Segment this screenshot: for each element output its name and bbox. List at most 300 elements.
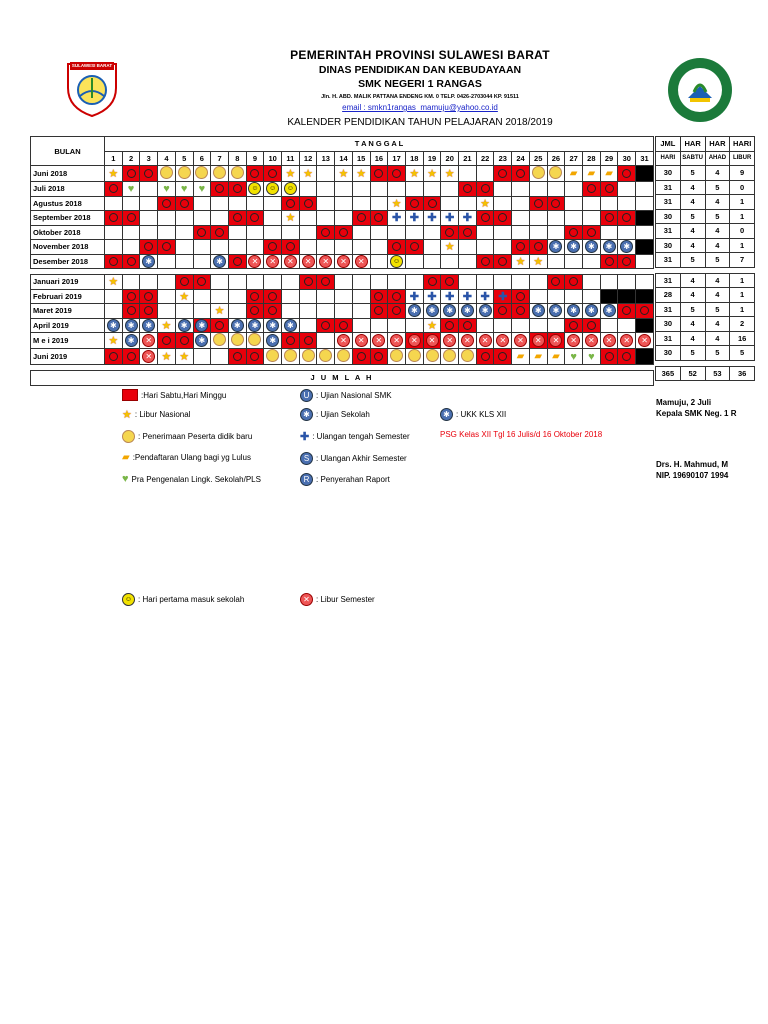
exam-icon: ✱ [284,319,297,332]
day-cell [618,166,636,182]
day-header: 9 [246,151,264,166]
day-cell [423,333,441,349]
x-circle-icon: ✕ [461,334,474,347]
day-cell [600,240,618,255]
day-cell [370,349,388,365]
summary-sabtu: 5 [680,209,705,224]
x-circle-icon: ✕ [496,334,509,347]
star-icon: ★ [161,351,172,363]
day-cell [193,333,211,349]
x-circle-icon: ✕ [603,334,616,347]
day-cell [317,225,335,240]
x-circle-icon: ✕ [620,334,633,347]
day-cell [370,254,388,269]
day-cell [512,211,530,226]
day-cell [211,225,229,240]
legend-label: : Libur Semester [316,595,375,604]
day-cell [105,240,123,255]
day-cell [618,318,636,333]
yellow-circle-icon [426,349,439,362]
star-icon: ★ [285,212,296,225]
signature-place-date: Mamuju, 2 Juli [656,398,712,407]
day-cell [175,318,193,333]
school-logo [666,56,734,124]
exam-icon: ✱ [266,334,279,347]
weekend-dot-icon [374,292,383,301]
weekend-dot-icon [622,352,631,361]
day-cell [565,211,583,226]
yellow-circle-icon [390,349,403,362]
day-cell [282,289,300,304]
month-row [31,254,654,269]
day-cell [335,254,353,269]
weekend-dot-icon [622,169,631,178]
day-cell [494,182,512,197]
day-cell [529,304,547,319]
weekend-dot-icon [180,199,189,208]
flag-icon: ▰ [569,168,578,179]
day-cell [158,349,176,365]
summary-subheader: SABTU [680,151,705,166]
day-cell [299,240,317,255]
smile-icon: ☺ [266,182,279,195]
day-cell [459,166,477,182]
yellow-circle-icon [284,349,297,362]
day-cell [317,182,335,197]
star-icon: ★ [108,335,119,347]
day-cell [547,318,565,333]
summary-libur: 1 [730,288,755,303]
day-cell [405,225,423,240]
day-cell [228,275,246,290]
day-cell [441,318,459,333]
day-cell [140,166,158,182]
exam-icon: ✱ [266,319,279,332]
day-cell [105,196,123,211]
day-cell [122,166,140,182]
day-cell [423,240,441,255]
day-cell [459,349,477,365]
smile-icon: ☺ [390,255,403,268]
day-cell [565,275,583,290]
flag-icon: ▰ [516,351,525,362]
day-cell [459,196,477,211]
yellow-circle-icon [337,349,350,362]
day-cell [512,166,530,182]
day-cell [388,211,406,226]
day-cell [582,182,600,197]
day-cell [282,166,300,182]
weekend-dot-icon [374,352,383,361]
summary-ahad: 4 [705,195,730,210]
day-cell [228,182,246,197]
weekend-dot-icon [268,292,277,301]
day-cell [370,196,388,211]
plus-icon: ✚ [409,212,419,225]
month-row [31,275,654,290]
weekend-dot-icon [445,321,454,330]
day-cell [388,254,406,269]
summary-jml: 30 [656,346,681,361]
day-cell [228,225,246,240]
weekend-dot-icon [374,213,383,222]
day-cell [565,196,583,211]
day-cell [441,225,459,240]
weekend-dot-icon [410,242,419,251]
day-cell [547,240,565,255]
day-cell [158,318,176,333]
summary-jml: 31 [656,331,681,346]
un-gear-icon: U [300,389,313,402]
flag-icon: ▰ [587,168,596,179]
weekend-dot-icon [286,242,295,251]
day-cell [512,333,530,349]
day-cell [282,182,300,197]
day-cell [228,289,246,304]
day-cell [618,240,636,255]
day-cell [636,182,654,197]
legend-un-smk [300,389,392,402]
summary-ahad: 4 [705,166,730,181]
day-cell [494,349,512,365]
day-cell [158,182,176,197]
day-cell [441,304,459,319]
summary-libur: 1 [730,302,755,317]
day-cell [494,254,512,269]
day-cell [282,304,300,319]
day-cell [494,318,512,333]
day-cell [264,211,282,226]
day-cell [636,196,654,211]
day-cell [459,240,477,255]
weekend-dot-icon [605,184,614,193]
day-cell [193,196,211,211]
day-cell [282,240,300,255]
day-header: 21 [459,151,477,166]
day-cell [264,318,282,333]
weekend-dot-icon [127,306,136,315]
day-cell [494,196,512,211]
day-cell [405,318,423,333]
day-cell [175,289,193,304]
day-cell [193,240,211,255]
day-cell [529,318,547,333]
summary-libur: 1 [730,273,755,288]
weekend-dot-icon [622,257,631,266]
day-header: 11 [282,151,300,166]
day-cell [565,349,583,365]
weekend-dot-icon [428,277,437,286]
day-cell [636,240,654,255]
day-cell [529,240,547,255]
weekend-dot-icon [551,277,560,286]
day-cell [600,289,618,304]
day-cell [282,225,300,240]
day-header: 18 [405,151,423,166]
day-cell [175,166,193,182]
day-cell [405,211,423,226]
day-header: 15 [352,151,370,166]
yellow-circle-icon [213,166,226,179]
day-cell [476,289,494,304]
day-cell [388,289,406,304]
x-circle-icon: ✕ [284,255,297,268]
header-line1: PEMERINTAH PROVINSI SULAWESI BARAT [290,48,550,62]
day-cell [105,349,123,365]
day-cell [405,240,423,255]
x-circle-icon: ✕ [266,255,279,268]
day-cell [175,349,193,365]
day-cell [618,275,636,290]
ukk-gear-icon: ✱ [440,408,453,421]
day-cell [335,289,353,304]
star-icon: ★ [427,319,437,332]
weekend-dot-icon [180,336,189,345]
weekend-dot-icon [357,213,366,222]
day-cell [600,333,618,349]
exam-icon: ✱ [195,334,208,347]
day-cell [352,275,370,290]
day-cell [600,318,618,333]
day-cell [140,211,158,226]
day-cell [105,318,123,333]
day-cell [582,240,600,255]
day-header: 16 [370,151,388,166]
day-cell [423,275,441,290]
day-cell [228,304,246,319]
day-cell [512,318,530,333]
legend-label: Pra Pengenalan Lingk. Sekolah/PLS [131,474,261,484]
legend-libur-semester [300,593,375,606]
day-cell [423,318,441,333]
weekend-dot-icon [392,306,401,315]
day-cell [246,254,264,269]
day-cell [158,211,176,226]
month-row [31,166,654,182]
day-cell [636,211,654,226]
day-cell [370,333,388,349]
day-cell [582,318,600,333]
day-cell [246,349,264,365]
day-cell [512,225,530,240]
day-cell [317,318,335,333]
day-cell [264,254,282,269]
day-cell [299,289,317,304]
day-cell [352,333,370,349]
day-cell [423,289,441,304]
weekend-dot-icon [516,292,525,301]
day-cell [193,182,211,197]
day-cell [175,304,193,319]
day-cell [299,254,317,269]
weekend-dot-icon [481,213,490,222]
day-cell [636,225,654,240]
summary-header: HAR [705,137,730,152]
day-cell [476,240,494,255]
summary-sabtu: 4 [680,238,705,253]
day-cell [441,289,459,304]
day-cell [547,166,565,182]
day-cell [105,304,123,319]
total-jml: 365 [656,366,681,381]
day-cell [122,304,140,319]
day-cell [441,182,459,197]
weekend-dot-icon [127,292,136,301]
day-cell [565,182,583,197]
summary-jml: 31 [656,302,681,317]
day-cell [459,275,477,290]
day-cell [211,333,229,349]
exam-icon: ✱ [479,304,492,317]
weekend-dot-icon [109,213,118,222]
day-cell [529,196,547,211]
plus-icon: ✚ [462,290,473,303]
weekend-dot-icon [321,277,330,286]
month-row [31,318,654,333]
month-name: Agustus 2018 [31,196,105,211]
day-cell [211,182,229,197]
day-cell [423,166,441,182]
weekend-dot-icon [304,199,313,208]
summary-subheader: LIBUR [730,151,755,166]
day-cell [335,196,353,211]
day-cell [618,289,636,304]
day-header: 1 [105,151,123,166]
day-cell [246,225,264,240]
day-cell [317,349,335,365]
header-email[interactable]: email : smkn1rangas_mamuju@yahoo.co.id [342,103,498,112]
star-icon: ★ [179,351,190,363]
legend-uas [300,452,407,465]
day-cell [370,182,388,197]
signature-nip: NIP. 19690107 1994 [656,471,729,480]
summary-libur: 1 [730,238,755,253]
legend-uts [300,430,410,443]
month-name: September 2018 [31,211,105,226]
day-cell [636,304,654,319]
month-name: Desember 2018 [31,254,105,269]
summary-sabtu: 4 [680,273,705,288]
weekend-dot-icon [268,242,277,251]
day-cell [122,289,140,304]
x-circle-icon: ✕ [355,334,368,347]
day-header: 2 [122,151,140,166]
day-cell [193,211,211,226]
day-cell [512,182,530,197]
exam-icon: ✱ [107,319,120,332]
day-cell [335,275,353,290]
day-cell [405,275,423,290]
weekend-dot-icon [516,242,525,251]
day-cell [105,333,123,349]
weekend-dot-icon [144,169,153,178]
total-sabtu: 52 [680,366,705,381]
day-cell [476,275,494,290]
day-cell [246,240,264,255]
summary-ahad: 5 [705,180,730,195]
day-cell [441,166,459,182]
day-header: 8 [228,151,246,166]
month-row [31,211,654,226]
plus-icon: ✚ [445,290,455,303]
x-circle-icon: ✕ [300,593,313,606]
summary-sabtu: 4 [680,288,705,303]
day-cell [565,318,583,333]
day-cell [388,182,406,197]
day-cell [299,275,317,290]
plus-icon: ✚ [409,290,419,303]
weekend-dot-icon [481,257,490,266]
x-circle-icon: ✕ [426,334,439,347]
weekend-dot-icon [162,199,171,208]
plus-icon: ✚ [300,431,310,443]
weekend-dot-icon [516,306,525,315]
day-cell [105,182,123,197]
day-cell [228,254,246,269]
star-icon: ★ [338,168,349,180]
day-cell [459,333,477,349]
day-cell [370,318,388,333]
legend-label: : Hari pertama masuk sekolah [138,595,245,604]
x-circle-icon: ✕ [549,334,562,347]
day-cell [600,225,618,240]
day-cell [299,182,317,197]
summary-jml: 31 [656,273,681,288]
day-cell [582,349,600,365]
day-cell [193,254,211,269]
summary-jml: 30 [656,166,681,181]
day-header: 29 [600,151,618,166]
month-name: M e i 2019 [31,333,105,349]
day-cell [636,333,654,349]
summary-subheader: HARI [656,151,681,166]
day-cell [299,333,317,349]
month-row [31,304,654,319]
day-cell [264,289,282,304]
month-row [31,289,654,304]
day-cell [175,182,193,197]
day-cell [193,304,211,319]
weekend-dot-icon [410,199,419,208]
exam-icon: ✱ [443,304,456,317]
day-cell [423,196,441,211]
weekend-dot-icon [622,213,631,222]
day-cell [105,225,123,240]
x-circle-icon: ✕ [532,334,545,347]
summary-table [655,136,755,381]
day-cell [140,225,158,240]
day-cell [211,318,229,333]
legend-label: : Ujian Nasional SMK [316,391,392,400]
exam-icon: ✱ [603,240,616,253]
day-cell [352,289,370,304]
day-cell [476,304,494,319]
weekend-dot-icon [250,169,259,178]
day-cell [158,289,176,304]
day-cell [618,182,636,197]
legend-label: :Pendaftaran Ulang bagi yg Lulus [132,453,252,462]
day-cell [370,166,388,182]
month-name: Juni 2018 [31,166,105,182]
month-name: November 2018 [31,240,105,255]
x-circle-icon: ✕ [142,334,155,347]
day-cell [317,240,335,255]
day-cell [282,211,300,226]
legend-raport [300,473,390,486]
day-cell [140,240,158,255]
day-cell [388,349,406,365]
yellow-circle-icon [461,349,474,362]
